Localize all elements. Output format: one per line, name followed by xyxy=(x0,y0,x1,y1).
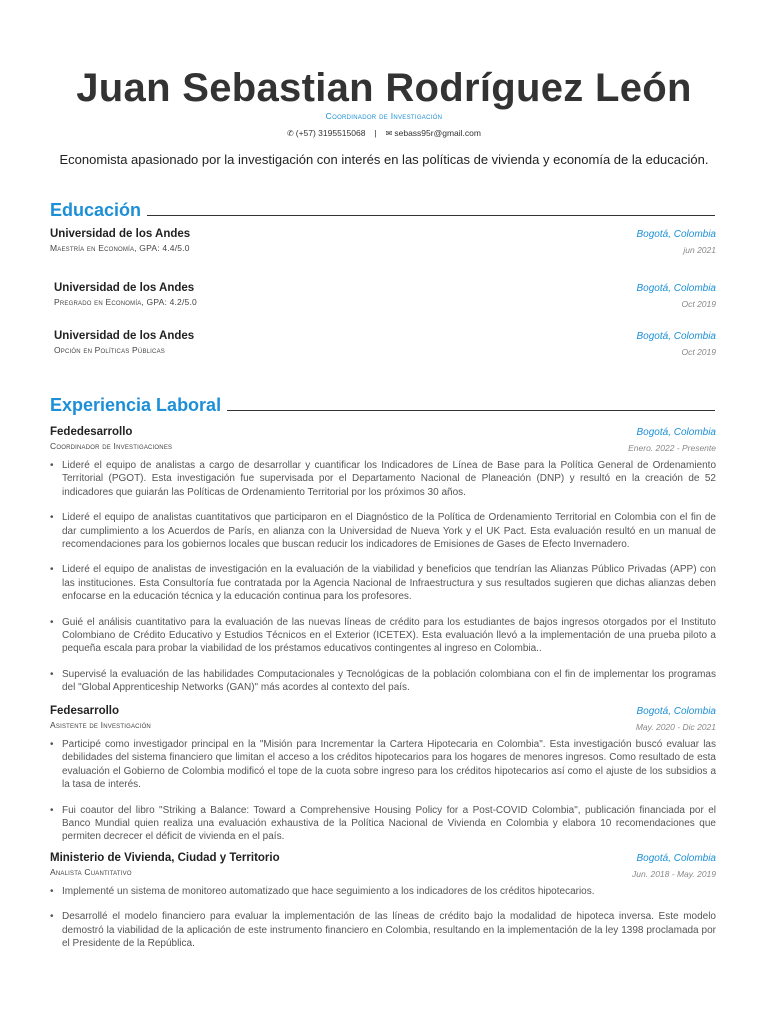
bullet-item: • Desarrollé el modelo financiero para evaluar la implementación de las líneas de crédito bajo la modalidad de hipoteca inversa. Este modelo demostró la viabilidad de la aplicación de este instrumento financiero en Colombia, resultando en la implementación de la ley 1398 proclamada por el Presidente de la República. xyxy=(50,910,716,950)
employer-name: Ministerio de Vivienda, Ciudad y Territorio xyxy=(50,852,280,864)
entry-location: Bogotá, Colombia xyxy=(636,853,716,864)
job-title: Coordinador de Investigaciones xyxy=(50,441,173,451)
job-entry xyxy=(50,426,716,451)
entry-date: jun 2021 xyxy=(683,245,716,255)
bullet-item: • Implementé un sistema de monitoreo automatizado que hace seguimiento a los indicadores de los créditos hipotecarios. xyxy=(50,885,716,898)
entry-location: Bogotá, Colombia xyxy=(636,283,716,294)
experience-title: Experiencia Laboral xyxy=(50,395,227,416)
entry-location: Bogotá, Colombia xyxy=(636,331,716,342)
institution-name: Universidad de los Andes xyxy=(50,228,191,240)
job-bullets xyxy=(50,459,716,707)
entry-location: Bogotá, Colombia xyxy=(636,229,716,240)
bullet-item: • Lideré el equipo de analistas de investigación en la evaluación de la viabilidad y beneficios que tendrían las Alianzas Público Privadas (APP) con las instituciones. Esta Consultoría fue contratada por la Agencia Nacional de Infraestructura y sus resultados sugieren que dichas alianzas deben enfocarse en la educación técnica y la educación continua para los profesores. xyxy=(50,563,716,603)
contact-line xyxy=(0,128,768,138)
phone-icon: ✆ xyxy=(287,129,294,138)
bullet-item: • Guié el análisis cuantitativo para la evaluación de las nuevas líneas de crédito para los estudiantes de bajos ingresos otorgados por el Instituto Colombiano de Crédito Educativo y Estudios Técnicos en el Exterior (ICETEX). Esta evaluación llevó a la implementación de una prueba piloto a pequeña escala para probar la viabilidad de los préstamos educativos contingentes al ingreso en Colombia.. xyxy=(50,616,716,656)
job-title: Analista Cuantitativo xyxy=(50,867,132,877)
employer-name: Fedesarrollo xyxy=(50,705,120,717)
job-bullets xyxy=(50,885,716,963)
bullet-item: • Fui coautor del libro "Striking a Balance: Toward a Comprehensive Housing Policy for a Post-COVID Colombia", publicación financiada por el Banco Mundial quien realiza una evaluación exhaustiva de la Política Nacional de Vivienda en Colombia y elabora 10 recomendaciones que permiten decrecer el déficit de vivienda en el país. xyxy=(50,804,716,844)
education-section-header xyxy=(50,200,715,224)
contact-separator: | xyxy=(374,128,377,138)
education-title: Educación xyxy=(50,200,147,221)
degree-name: Maestría en Economía, GPA: 4.4/5.0 xyxy=(50,243,190,253)
entry-date: May. 2020 - Dic 2021 xyxy=(635,722,716,732)
section-divider xyxy=(50,215,715,216)
email-link[interactable]: sebass95r@gmail.com xyxy=(394,128,481,138)
candidate-name: Juan Sebastian Rodríguez León xyxy=(76,66,692,110)
education-entry xyxy=(54,282,716,307)
degree-name: Pregrado en Economía, GPA: 4.2/5.0 xyxy=(54,297,197,307)
experience-section-header xyxy=(50,395,715,419)
job-bullets xyxy=(50,738,716,856)
bullet-item: • Lideré el equipo de analistas cuantitativos que participaron en el Diagnóstico de la Política de Ordenamiento Territorial en Colombia con el fin de dar cumplimiento a los Acuerdos de París, en alianza con la Universidad de Nueva York y el UK Pact. Esta evaluación resultó en un manual de recomendaciones para los gobiernos locales que buscan reducir los indicadores de Emisiones de Gases de Efecto Invernadero. xyxy=(50,511,716,551)
entry-date: Jun. 2018 - May. 2019 xyxy=(632,869,716,879)
envelope-icon: ✉ xyxy=(385,129,393,138)
entry-date: Enero. 2022 - Presente xyxy=(628,443,716,453)
phone-number[interactable]: (+57) 3195515068 xyxy=(295,128,366,138)
job-entry xyxy=(50,852,716,877)
education-entry xyxy=(54,330,716,355)
entry-date: Oct 2019 xyxy=(681,347,716,357)
candidate-role: Coordinador de Investigación xyxy=(325,111,443,121)
bullet-item: • Lideré el equipo de analistas a cargo de desarrollar y cuantificar los Indicadores de Línea de Base para la Política General de Ordenamiento Territorial (PGOT). Esta investigación fue supervisada por el Departamento Nacional de Planeación (DNP) y resultó en la creación de 52 indicadores que guiarán las Políticas de Ordenamiento Territorial por los próximos 30 años. xyxy=(50,459,716,499)
bullet-item: • Participé como investigador principal en la "Misión para Incrementar la Cartera Hipotecaria en Colombia". Esta investigación buscó evaluar las debilidades del sistema financiero que limitan el acceso a los créditos hipotecarios para los hogares de menores ingresos. Como resultado de esta evaluación el Gobierno de Colombia modificó el tope de la cuota sobre ingreso para los créditos hipotecarios así como el ajuste de los subsidios a la tasa de interés. xyxy=(50,738,716,792)
institution-name: Universidad de los Andes xyxy=(54,330,195,342)
job-title: Asistente de Investigación xyxy=(50,720,151,730)
job-entry xyxy=(50,705,716,730)
bullet-item: • Supervisé la evaluación de las habilidades Computacionales y Tecnológicas de la población colombiana con el fin de implementar los programas del "Global Apprenticeship Networks (GAN)" más acordes al contexto del país. xyxy=(50,668,716,695)
entry-date: Oct 2019 xyxy=(681,299,716,309)
education-entry xyxy=(50,228,716,253)
entry-location: Bogotá, Colombia xyxy=(636,706,716,717)
profile-summary: Economista apasionado por la investigación con interés en las políticas de vivienda y economía de la educación. xyxy=(59,152,709,167)
employer-name: Fededesarrollo xyxy=(50,426,133,438)
degree-name: Opción en Políticas Públicas xyxy=(54,345,165,355)
institution-name: Universidad de los Andes xyxy=(54,282,195,294)
entry-location: Bogotá, Colombia xyxy=(636,427,716,438)
